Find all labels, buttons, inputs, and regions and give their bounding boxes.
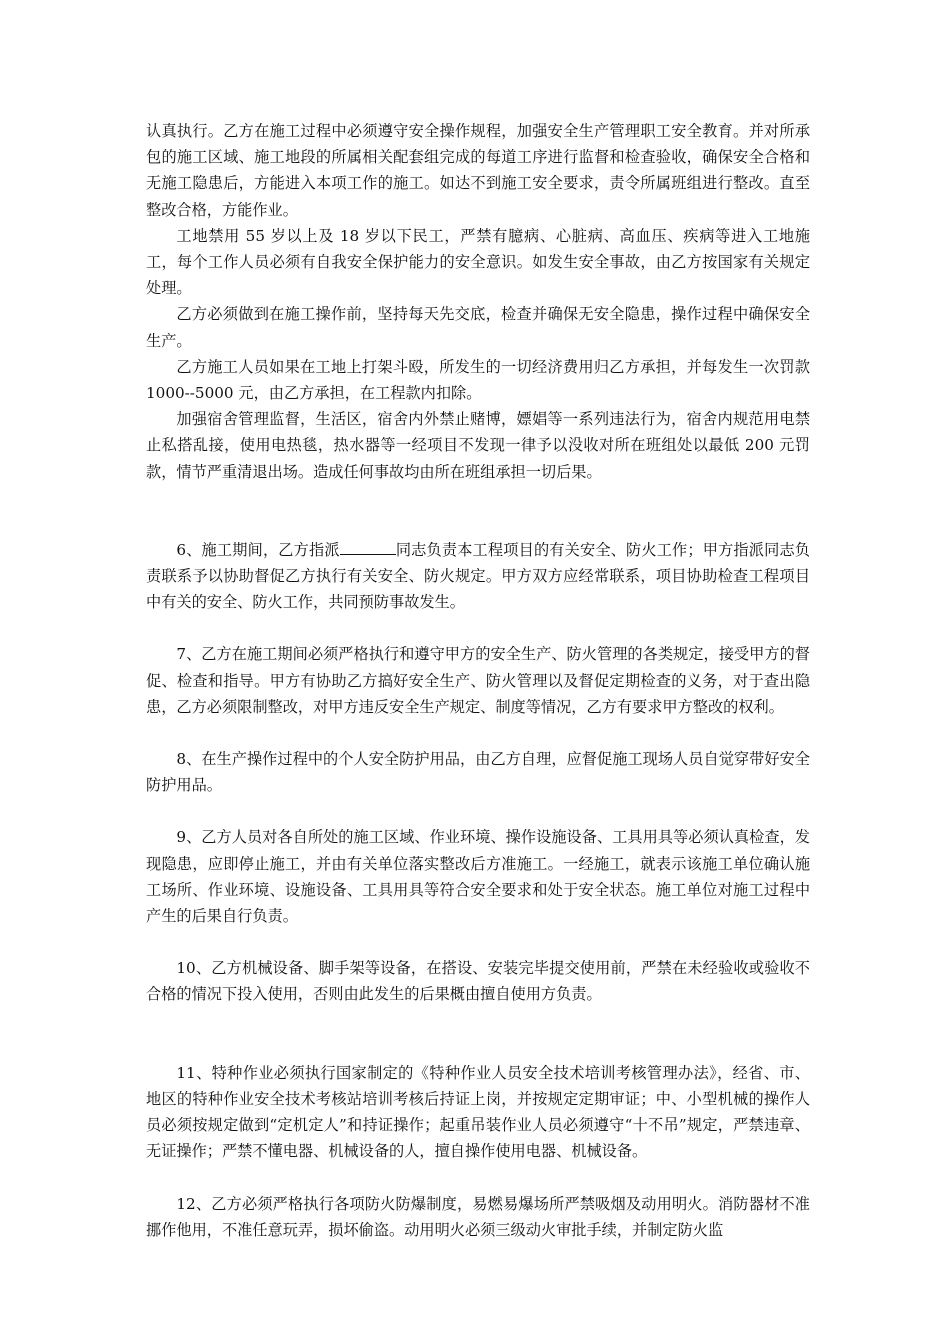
clause-6-rest: 同志负责本工程项目的有关安全、防火工作；甲方指派同志负责联系予以协助督促乙方执行有关安全、防火规定。甲方双方应经常联系，项目协助检查工程项目中有关的安全、防火工作，共同预防事故发生。	[146, 540, 810, 612]
fill-in-blank	[340, 540, 396, 555]
paragraph-fighting-penalty: 乙方施工人员如果在工地上打架斗殴，所发生的一切经济费用归乙方承担，并每发生一次罚款 1000--5000 元，由乙方承担，在工程款内扣除。	[146, 357, 810, 403]
clause-10: 10、乙方机械设备、脚手架等设备，在搭设、安装完毕提交使用前，严禁在未经验收或验收不合格的情况下投入使用，否则由此发生的后果概由擅自使用方负责。	[146, 959, 810, 1004]
clause-7: 7、乙方在施工期间必须严格执行和遵守甲方的安全生产、防火管理的各类规定，接受甲方的督促、检查和指导。甲方有协助乙方搞好安全生产、防火管理以及督促定期检查的义务，对于查出隐患，乙方必须限制整改，对甲方违反安全生产规定、制度等情况，乙方有要求甲方整改的权利。	[146, 645, 810, 716]
paragraph-daily-briefing: 乙方必须做到在施工操作前，坚持每天先交底，检查并确保无安全隐患，操作过程中确保安全生产。	[146, 305, 810, 350]
clause-9: 9、乙方人员对各自所处的施工区域、作业环境、操作设施设备、工具用具等必须认真检查，发现隐患，应即停止施工，并由有关单位落实整改后方准施工。一经施工，就表示该施工单位确认施工场所、作业环境、设施设备、工具用具等符合安全要求和处于安全状态。施工单位对施工过程中产生的后果自行负责。	[146, 828, 810, 926]
clause-12: 12、乙方必须严格执行各项防火防爆制度，易燃易爆场所严禁吸烟及动用明火。消防器材不准挪作他用，不准任意玩弄，损坏偷盗。动用明火必须三级动火审批手续，并制定防火监	[146, 1194, 810, 1239]
paragraph-age-restriction: 工地禁用 55 岁以上及 18 岁以下民工，严禁有臆病、心脏病、高血压、疾病等进入工地施工，每个工作人员必须有自我安全保护能力的安全意识。如发生安全事故，由乙方按国家有关规定处理。	[146, 226, 810, 298]
clause-11: 11、特种作业必须执行国家制定的《特种作业人员安全技术培训考核管理办法》，经省、市、地区的特种作业安全技术考核站培训考核后持证上岗，并按规定定期审证；中、小型机械的操作人员必须按规定做到“定机定人”和持证操作；起重吊装作业人员必须遵守“十不吊”规定，严禁违章、无证操作；严禁不懂电器、机械设备的人，擅自操作使用电器、机械设备。	[146, 1063, 810, 1161]
document-body	[146, 118, 810, 1243]
paragraph-intro: 认真执行。乙方在施工过程中必须遵守安全操作规程，加强安全生产管理职工安全教育。并对所承包的施工区域、施工地段的所属相关配套组完成的每道工序进行监督和检查验收，确保安全合格和无施工隐患后，方能进入本项工作的施工。如达不到施工安全要求，责令所属班组进行整改。直至整改合格，方能作业。	[146, 122, 810, 219]
paragraph-dormitory-rules: 加强宿舍管理监督，生活区，宿舍内外禁止赌博，嫖娼等一系列违法行为，宿舍内规范用电禁止私搭乱接，使用电热毯，热水器等一经项目不发现一律予以没收对所在班组处以最低 200 元罚款，情节严重清退出场。造成任何事故均由所在班组承担一切后果。	[146, 410, 810, 481]
clause-6-lead: 6、施工期间，乙方指派	[176, 540, 340, 559]
clause-8: 8、在生产操作过程中的个人安全防护用品，由乙方自理，应督促施工现场人员自觉穿带好安全防护用品。	[146, 750, 810, 795]
clause-6	[146, 537, 810, 616]
